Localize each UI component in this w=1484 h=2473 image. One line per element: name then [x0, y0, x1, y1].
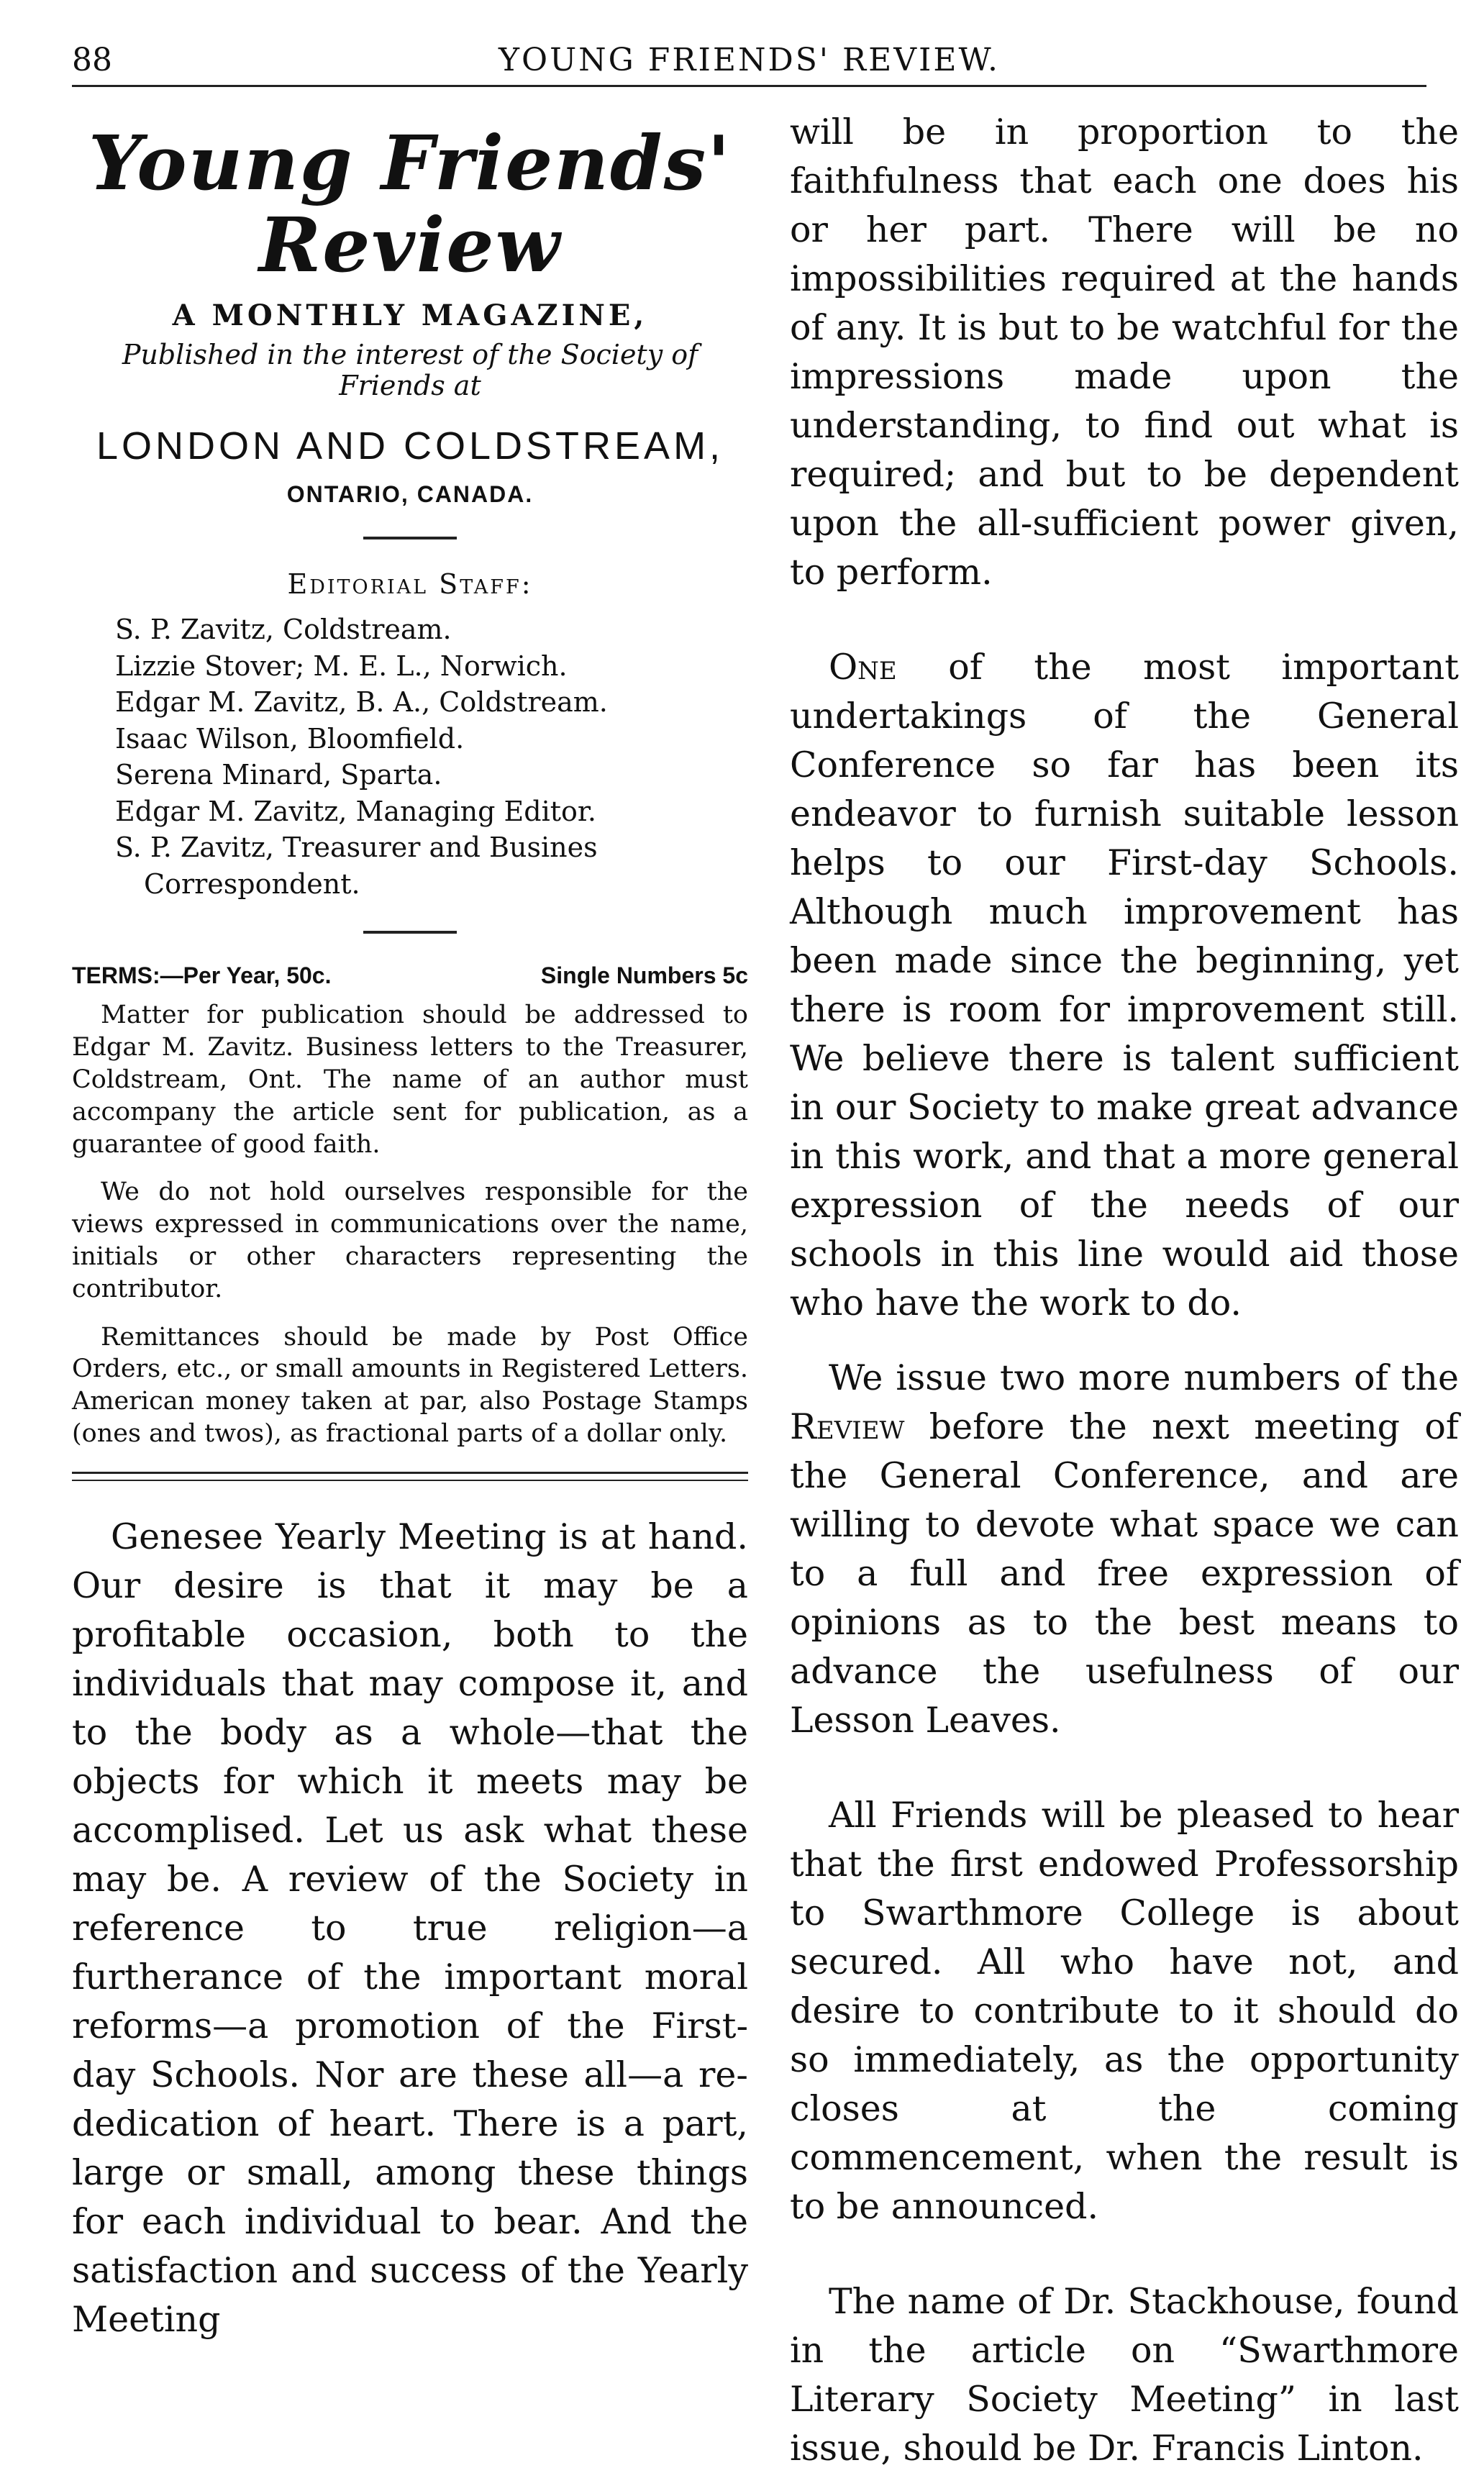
- staff-member: S. P. Zavitz, Coldstream.: [115, 614, 452, 646]
- remittance-notice: Remittances should be made by Post Office Orders, etc., or small amounts in Registered Letters. American money taken at par, also Postage Stamps (ones and twos), as fractional parts of a dollar only.: [72, 1322, 748, 1448]
- staff-member: Correspondent.: [144, 867, 360, 900]
- masthead-region: ONTARIO, CANADA.: [286, 481, 534, 508]
- editorial-paragraph: All Friends will be pleased to hear that the first endowed Professorship to Swarthmore College is about secured. All who have not, and desire to contribute to it should do so immediately, as the opportunity closes at the coming commencement, when the result is to be announced.: [790, 1795, 1459, 2227]
- staff-member: Edgar M. Zavitz, B. A., Coldstream.: [115, 686, 608, 719]
- masthead-title: Young Friends' Review: [88, 119, 732, 290]
- running-head: [72, 35, 1426, 87]
- journal-running-title: YOUNG FRIENDS' REVIEW.: [498, 42, 1001, 78]
- masthead-location: LONDON AND COLDSTREAM,: [96, 424, 724, 468]
- staff-member: Edgar M. Zavitz, Managing Editor.: [115, 795, 596, 827]
- right-column: [790, 108, 1459, 2473]
- editorial-paragraph: Genesee Yearly Meeting is at hand. Our desire is that it may be a profitable occasion, both to the individuals that may compose it, and to the body as a whole—that the objects for which it meets may be accomplised. Let us ask what these may be. A review of the Society in reference to true religion—a furtherance of the important moral reforms—a promotion of the First-day Schools. Nor are these all—a re-dedication of heart. There is a part, large or small, among these things for each individual to bear. And the satisfaction and success of the Yearly Meeting: [72, 1516, 748, 2340]
- editorial-paragraph: The name of Dr. Stackhouse, found in the article on “Swarthmore Literary Society Meeting” in last issue, should be Dr. Francis Linton.: [790, 2281, 1459, 2469]
- editorial-paragraph: [790, 643, 1459, 1328]
- divider-rule: [363, 931, 457, 934]
- paragraph-text: of the most important undertakings of the General Conference so far has been its endeavor to furnish suitable lesson helps to our First-day Schools. Although much improvement has been made since the beginning, yet there is room for improvement still. We believe there is talent sufficient in our Society to make great advance in this work, and that a more general expression of the needs of our schools in this line would aid those who have the work to do.: [790, 647, 1459, 1324]
- editorial-staff-list: [72, 611, 748, 902]
- publication-notice: Matter for publication should be addressed to Edgar M. Zavitz. Business letters to the Treasurer, Coldstream, Ont. The name of an author must accompany the article sent for publication, as a guarantee of good faith.: [72, 1001, 748, 1159]
- paragraph-text: We issue two more numbers of the: [829, 1357, 1459, 1398]
- drop-lead-word: One: [829, 647, 897, 688]
- divider-rule: [363, 537, 457, 539]
- staff-member: Lizzie Stover; M. E. L., Norwich.: [115, 650, 568, 682]
- terms-per-year: TERMS:—Per Year, 50c.: [72, 962, 332, 989]
- editorial-staff-heading: Editorial Staff:: [287, 568, 533, 601]
- staff-member: S. P. Zavitz, Treasurer and Busines: [115, 832, 598, 864]
- masthead-published-line: Published in the interest of the Society of Friends at: [122, 338, 698, 402]
- responsibility-notice: We do not hold ourselves responsible for the views expressed in communications over the name, initials or other characters representing the contributor.: [72, 1178, 748, 1303]
- paragraph-text: before the next meeting of the General Conference, and are willing to devote what space we can to a full and free expression of opinions as to the best means to advance the usefulness of our Lesson Leaves.: [790, 1406, 1459, 1741]
- page-number: 88: [72, 42, 112, 78]
- masthead-subtitle: A MONTHLY MAGAZINE,: [172, 298, 648, 332]
- staff-member: Isaac Wilson, Bloomfield.: [115, 722, 465, 755]
- editorial-paragraph: [790, 1354, 1459, 1745]
- staff-member: Serena Minard, Sparta.: [115, 759, 442, 791]
- left-column: [72, 108, 748, 2344]
- editorial-continuation: will be in proportion to the faithfulness that each one does his or her part. There will be no impossibilities required at the hands of any. It is but to be watchful for the impressions made upon the understanding, to find out what is required; and but to be dependent upon the all-sufficient power given, to perform.: [790, 111, 1459, 593]
- terms-single-number: Single Numbers 5c: [540, 962, 748, 989]
- double-divider-rule: [72, 1472, 748, 1481]
- review-small-caps: Review: [790, 1406, 905, 1447]
- subscription-terms: [72, 962, 748, 989]
